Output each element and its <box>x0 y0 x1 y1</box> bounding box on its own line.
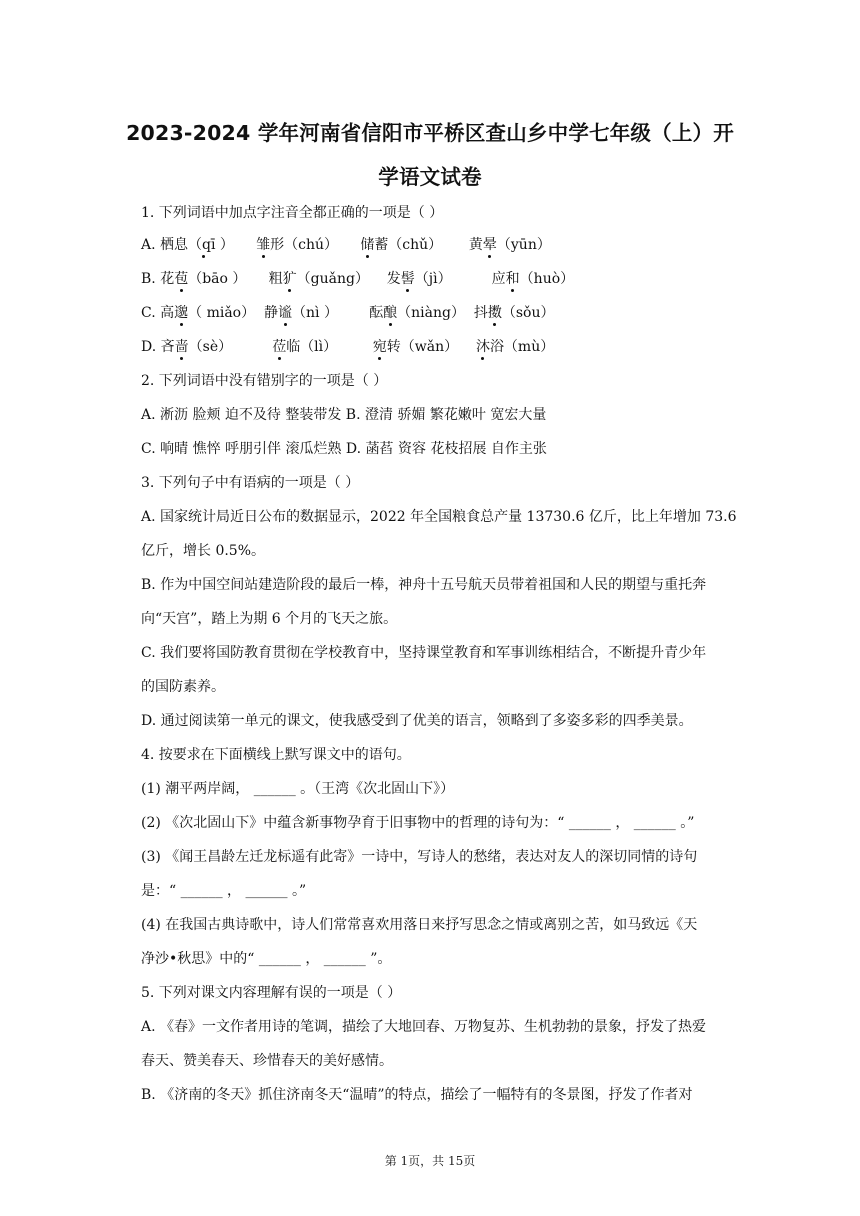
question-3-option-d: D. 通过阅读第一单元的课文，使我感受到了优美的语言，领略到了多姿多彩的四季美景。 <box>141 713 693 729</box>
question-1-option-b: B. 花苞（bāo ） 粗犷（guǎng） 发髻（jì） 应和（huò） <box>141 271 575 287</box>
exam-title-line-2: 学语文试卷 <box>378 165 482 189</box>
question-3-option-b-line-1: B. 作为中国空间站建造阶段的最后一棒，神舟十五号航天员带着祖国和人民的期望与重托奔 <box>141 577 707 593</box>
question-5-option-a-line-1: A. 《春》一文作者用诗的笔调，描绘了大地回春、万物复苏、生机勃勃的景象，抒发了热爱 <box>141 1019 707 1035</box>
question-5-option-a-line-2: 春天、赞美春天、珍惜春天的美好感情。 <box>141 1053 393 1069</box>
question-1-option-c: C. 高邈（ miǎo） 静谧（nì ） 酝酿（niàng） 抖擞（sǒu） <box>141 305 555 321</box>
question-4-stem: 4. 按要求在下面横线上默写课文中的语句。 <box>141 747 411 763</box>
question-1-option-a: A. 栖息（qī ） 雏形（chú） 储蓄（chǔ） 黄晕（yūn） <box>141 237 551 253</box>
question-3-option-c-line-2: 的国防素养。 <box>141 679 225 695</box>
question-4-item-2: (2) 《次北固山下》中蕴含新事物孕育于旧事物中的哲理的诗句为：“ ______ ， ______ 。” <box>141 815 695 831</box>
question-1-option-d: D. 吝啬（sè） 莅临（lì） 宛转（wǎn） 沐浴（mù） <box>141 339 555 355</box>
question-3-option-a-line-1: A. 国家统计局近日公布的数据显示，2022 年全国粮食总产量 13730.6 亿斤，比上年增加 73.6 <box>141 509 737 525</box>
question-5-stem: 5. 下列对课文内容理解有误的一项是（ ） <box>141 985 402 1001</box>
page-footer: 第 1页，共 15页 <box>384 1154 476 1168</box>
question-3-stem: 3. 下列句子中有语病的一项是（ ） <box>141 475 360 491</box>
question-1-stem: 1. 下列词语中加点字注音全都正确的一项是（ ） <box>141 205 444 221</box>
question-2-stem: 2. 下列词语中没有错别字的一项是（ ） <box>141 373 388 389</box>
question-2-options-cd: C. 响晴 憔悴 呼朋引伴 滚瓜烂熟 D. 菡萏 资容 花枝招展 自作主张 <box>141 441 547 457</box>
question-2-options-ab: A. 淅沥 脸颊 迫不及待 整装带发 B. 澄清 骄媚 繁花嫩叶 宽宏大量 <box>141 407 547 423</box>
question-4-item-3-line-2: 是：“ ______ ， ______ 。” <box>141 883 307 899</box>
exam-title-line-1: 2023-2024 学年河南省信阳市平桥区查山乡中学七年级（上）开 <box>126 121 734 145</box>
question-3-option-a-line-2: 亿斤，增长 0.5%。 <box>141 543 266 559</box>
question-4-item-1: (1) 潮平两岸阔， ______ 。（王湾《次北固山下》） <box>141 781 455 797</box>
question-3-option-b-line-2: 向“天宫”，踏上为期 6 个月的飞天之旅。 <box>141 611 398 627</box>
question-4-item-4-line-1: (4) 在我国古典诗歌中，诗人们常常喜欢用落日来抒写思念之情或离别之苦，如马致远《天 <box>141 917 698 933</box>
question-3-option-c-line-1: C. 我们要将国防教育贯彻在学校教育中，坚持课堂教育和军事训练相结合，不断提升青少年 <box>141 645 707 661</box>
question-4-item-3-line-1: (3) 《闻王昌龄左迁龙标遥有此寄》一诗中，写诗人的愁绪，表达对友人的深切同情的诗句 <box>141 849 698 865</box>
question-5-option-b-line-1: B. 《济南的冬天》抓住济南冬天“温晴”的特点，描绘了一幅特有的冬景图，抒发了作者对 <box>141 1087 693 1103</box>
question-4-item-4-line-2: 净沙•秋思》中的“ ______ ， ______ ”。 <box>141 951 392 967</box>
